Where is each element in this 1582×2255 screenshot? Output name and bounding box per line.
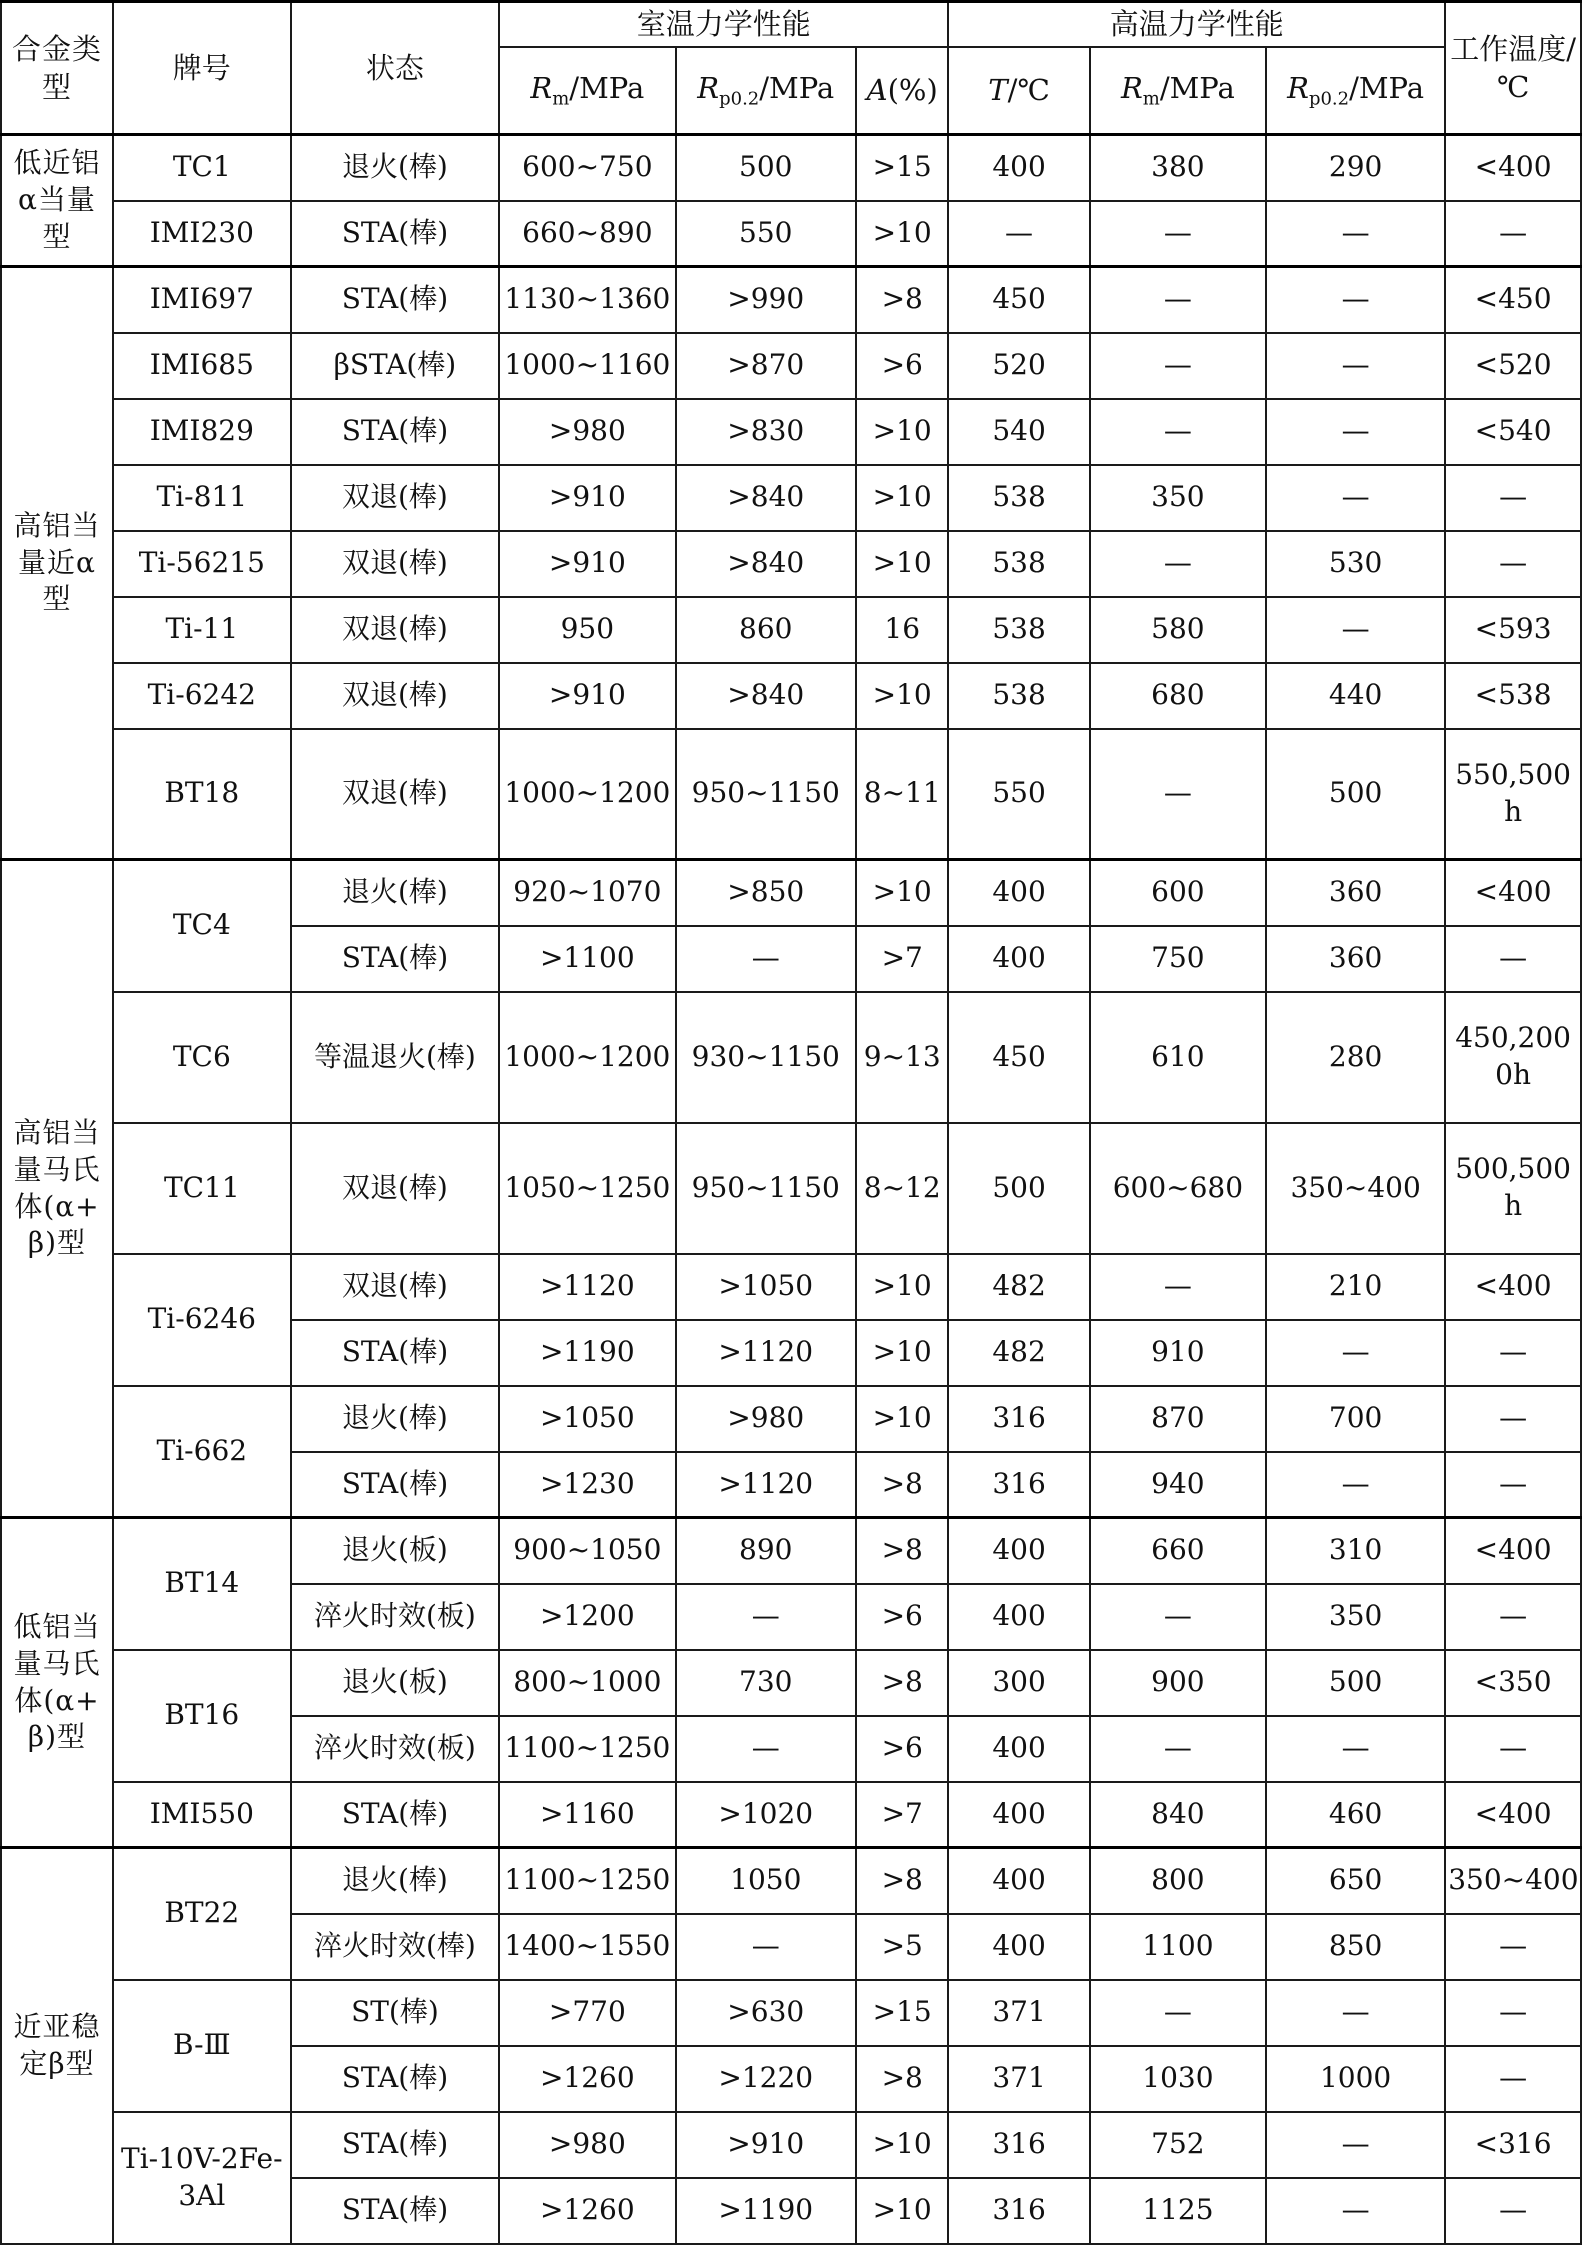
room-temp-rp02-cell: >1220: [676, 2046, 857, 2112]
work-temp-cell: —: [1445, 1914, 1581, 1980]
test-temperature-cell: 400: [948, 135, 1089, 201]
work-temp-cell: —: [1445, 926, 1581, 992]
room-temp-rm-cell: 1100~1250: [499, 1848, 675, 1914]
elongation-cell: >10: [856, 2112, 948, 2178]
state-cell: STA(棒): [291, 1320, 500, 1386]
room-temp-rp02-cell: 950~1150: [676, 729, 857, 860]
high-temp-rm-cell: —: [1090, 1716, 1266, 1782]
high-temp-rp02-cell: 350~400: [1266, 1123, 1445, 1254]
alloy-type-cell: 近亚稳定β型: [1, 1848, 113, 2244]
table-row: [1, 1650, 1581, 1716]
room-temp-rm-cell: >910: [499, 465, 675, 531]
room-temp-rm-cell: >910: [499, 663, 675, 729]
high-temp-rm-cell: —: [1090, 531, 1266, 597]
elongation-cell: >7: [856, 926, 948, 992]
table-row: [1, 1518, 1581, 1584]
table-row: [1, 399, 1581, 465]
state-cell: STA(棒): [291, 2178, 500, 2244]
work-temp-cell: <538: [1445, 663, 1581, 729]
work-temp-cell: <350: [1445, 1650, 1581, 1716]
room-temp-rp02-cell: —: [676, 1716, 857, 1782]
test-temperature-cell: 538: [948, 465, 1089, 531]
table-row: [1, 135, 1581, 201]
room-temp-rp02-cell: >990: [676, 267, 857, 333]
high-temp-rm-cell: 580: [1090, 597, 1266, 663]
high-temp-rm-cell: 610: [1090, 992, 1266, 1123]
high-temp-rp02-cell: —: [1266, 201, 1445, 267]
work-temp-cell: 550,500h: [1445, 729, 1581, 860]
room-temp-rm-cell: 1000~1160: [499, 333, 675, 399]
state-cell: 双退(棒): [291, 1123, 500, 1254]
high-temp-rm-cell: 800: [1090, 1848, 1266, 1914]
header-work-temp: 工作温度/℃: [1445, 2, 1581, 135]
grade-cell: TC1: [113, 135, 291, 201]
room-temp-rp02-cell: 730: [676, 1650, 857, 1716]
room-temp-rm-cell: 600~750: [499, 135, 675, 201]
grade-cell: Ti-10V-2Fe-3Al: [113, 2112, 291, 2244]
table-body: [1, 2, 1581, 2244]
room-temp-rp02-cell: —: [676, 1584, 857, 1650]
header-row-1: [1, 2, 1581, 47]
grade-cell: Ti-11: [113, 597, 291, 663]
room-temp-rm-cell: 1000~1200: [499, 729, 675, 860]
elongation-cell: >10: [856, 465, 948, 531]
elongation-cell: >10: [856, 399, 948, 465]
elongation-cell: >10: [856, 1386, 948, 1452]
room-temp-rp02-cell: 500: [676, 135, 857, 201]
work-temp-cell: <450: [1445, 267, 1581, 333]
high-temp-rp02-cell: 440: [1266, 663, 1445, 729]
work-temp-cell: <400: [1445, 1518, 1581, 1584]
room-temp-rp02-cell: 550: [676, 201, 857, 267]
test-temperature-cell: 300: [948, 1650, 1089, 1716]
header-high-temp-rp02: $R_{p0.2}$/MPa: [1266, 47, 1445, 135]
elongation-cell: 9~13: [856, 992, 948, 1123]
grade-cell: BT16: [113, 1650, 291, 1782]
table-row: [1, 531, 1581, 597]
room-temp-rm-cell: >1230: [499, 1452, 675, 1518]
test-temperature-cell: 400: [948, 1518, 1089, 1584]
room-temp-rm-cell: >1160: [499, 1782, 675, 1848]
room-temp-rp02-cell: >630: [676, 1980, 857, 2046]
grade-cell: Ti-56215: [113, 531, 291, 597]
state-cell: 双退(棒): [291, 729, 500, 860]
high-temp-rm-cell: —: [1090, 399, 1266, 465]
high-temp-rm-cell: —: [1090, 1980, 1266, 2046]
room-temp-rp02-cell: —: [676, 926, 857, 992]
table-row: [1, 1254, 1581, 1320]
room-temp-rp02-cell: 860: [676, 597, 857, 663]
header-grade: 牌号: [113, 2, 291, 135]
elongation-cell: >15: [856, 1980, 948, 2046]
grade-cell: BT14: [113, 1518, 291, 1650]
elongation-cell: >8: [856, 2046, 948, 2112]
room-temp-rm-cell: >1120: [499, 1254, 675, 1320]
state-cell: 双退(棒): [291, 1254, 500, 1320]
state-cell: STA(棒): [291, 1452, 500, 1518]
high-temp-rp02-cell: 530: [1266, 531, 1445, 597]
work-temp-cell: —: [1445, 1716, 1581, 1782]
table-row: [1, 1848, 1581, 1914]
test-temperature-cell: 550: [948, 729, 1089, 860]
room-temp-rp02-cell: >840: [676, 465, 857, 531]
test-temperature-cell: 371: [948, 1980, 1089, 2046]
room-temp-rm-cell: 1400~1550: [499, 1914, 675, 1980]
room-temp-rp02-cell: 1050: [676, 1848, 857, 1914]
high-temp-rm-cell: 840: [1090, 1782, 1266, 1848]
room-temp-rp02-cell: >1120: [676, 1320, 857, 1386]
work-temp-cell: <400: [1445, 135, 1581, 201]
grade-cell: BT18: [113, 729, 291, 860]
work-temp-cell: —: [1445, 2178, 1581, 2244]
high-temp-rp02-cell: 500: [1266, 729, 1445, 860]
table-row: [1, 1980, 1581, 2046]
room-temp-rm-cell: 800~1000: [499, 1650, 675, 1716]
grade-cell: IMI829: [113, 399, 291, 465]
grade-cell: TC11: [113, 1123, 291, 1254]
test-temperature-cell: —: [948, 201, 1089, 267]
elongation-cell: >8: [856, 1848, 948, 1914]
high-temp-rp02-cell: 210: [1266, 1254, 1445, 1320]
test-temperature-cell: 450: [948, 992, 1089, 1123]
state-cell: 退火(棒): [291, 135, 500, 201]
header-elongation: A(%): [856, 47, 948, 135]
room-temp-rm-cell: 920~1070: [499, 860, 675, 926]
room-temp-rp02-cell: 890: [676, 1518, 857, 1584]
alloy-type-cell: 高铝当量近α型: [1, 267, 113, 860]
elongation-cell: >10: [856, 860, 948, 926]
table-row: [1, 201, 1581, 267]
high-temp-rm-cell: —: [1090, 267, 1266, 333]
high-temp-rp02-cell: 460: [1266, 1782, 1445, 1848]
high-temp-rm-cell: 660: [1090, 1518, 1266, 1584]
state-cell: STA(棒): [291, 399, 500, 465]
room-temp-rm-cell: 1100~1250: [499, 1716, 675, 1782]
state-cell: 淬火时效(棒): [291, 1914, 500, 1980]
elongation-cell: 8~11: [856, 729, 948, 860]
room-temp-rm-cell: 660~890: [499, 201, 675, 267]
table-row: [1, 729, 1581, 860]
elongation-cell: >6: [856, 1584, 948, 1650]
high-temp-rm-cell: —: [1090, 1584, 1266, 1650]
elongation-cell: >8: [856, 267, 948, 333]
elongation-cell: >7: [856, 1782, 948, 1848]
grade-cell: IMI550: [113, 1782, 291, 1848]
table-row: [1, 465, 1581, 531]
high-temp-rm-cell: 380: [1090, 135, 1266, 201]
work-temp-cell: 350~400: [1445, 1848, 1581, 1914]
high-temp-rp02-cell: —: [1266, 1452, 1445, 1518]
state-cell: STA(棒): [291, 926, 500, 992]
high-temp-rp02-cell: 290: [1266, 135, 1445, 201]
high-temp-rm-cell: 1100: [1090, 1914, 1266, 1980]
table-row: [1, 333, 1581, 399]
table-row: [1, 597, 1581, 663]
test-temperature-cell: 400: [948, 926, 1089, 992]
grade-cell: IMI697: [113, 267, 291, 333]
table-row: [1, 860, 1581, 926]
state-cell: STA(棒): [291, 267, 500, 333]
high-temp-rp02-cell: 310: [1266, 1518, 1445, 1584]
high-temp-rm-cell: 1030: [1090, 2046, 1266, 2112]
grade-cell: Ti-662: [113, 1386, 291, 1518]
header-rm: $R_m$/MPa: [499, 47, 675, 135]
high-temp-rp02-cell: 350: [1266, 1584, 1445, 1650]
grade-cell: Ti-6242: [113, 663, 291, 729]
state-cell: 退火(棒): [291, 1386, 500, 1452]
test-temperature-cell: 400: [948, 1914, 1089, 1980]
grade-cell: Ti-811: [113, 465, 291, 531]
room-temp-rp02-cell: 930~1150: [676, 992, 857, 1123]
elongation-cell: >8: [856, 1518, 948, 1584]
state-cell: 等温退火(棒): [291, 992, 500, 1123]
elongation-cell: >10: [856, 531, 948, 597]
work-temp-cell: 500,500h: [1445, 1123, 1581, 1254]
room-temp-rp02-cell: >870: [676, 333, 857, 399]
test-temperature-cell: 316: [948, 1452, 1089, 1518]
work-temp-cell: —: [1445, 1980, 1581, 2046]
test-temperature-cell: 400: [948, 860, 1089, 926]
high-temp-rp02-cell: —: [1266, 1320, 1445, 1386]
state-cell: STA(棒): [291, 2112, 500, 2178]
test-temperature-cell: 316: [948, 2112, 1089, 2178]
work-temp-cell: <593: [1445, 597, 1581, 663]
work-temp-cell: —: [1445, 2046, 1581, 2112]
work-temp-cell: —: [1445, 465, 1581, 531]
test-temperature-cell: 400: [948, 1782, 1089, 1848]
elongation-cell: >10: [856, 1254, 948, 1320]
test-temperature-cell: 371: [948, 2046, 1089, 2112]
high-temp-rm-cell: 750: [1090, 926, 1266, 992]
table-row: [1, 992, 1581, 1123]
high-temp-rp02-cell: —: [1266, 267, 1445, 333]
room-temp-rm-cell: >770: [499, 1980, 675, 2046]
header-high-temp-rm: $R_m$/MPa: [1090, 47, 1266, 135]
work-temp-cell: —: [1445, 201, 1581, 267]
room-temp-rp02-cell: >850: [676, 860, 857, 926]
test-temperature-cell: 500: [948, 1123, 1089, 1254]
elongation-cell: >10: [856, 663, 948, 729]
high-temp-rm-cell: —: [1090, 1254, 1266, 1320]
room-temp-rp02-cell: >980: [676, 1386, 857, 1452]
room-temp-rm-cell: >1100: [499, 926, 675, 992]
room-temp-rp02-cell: 950~1150: [676, 1123, 857, 1254]
room-temp-rm-cell: 900~1050: [499, 1518, 675, 1584]
state-cell: STA(棒): [291, 2046, 500, 2112]
test-temperature-cell: 400: [948, 1848, 1089, 1914]
test-temperature-cell: 538: [948, 597, 1089, 663]
work-temp-cell: —: [1445, 1320, 1581, 1386]
room-temp-rm-cell: >910: [499, 531, 675, 597]
header-high-temp-properties: 高温力学性能: [948, 2, 1445, 47]
high-temp-rp02-cell: —: [1266, 2178, 1445, 2244]
room-temp-rp02-cell: >1120: [676, 1452, 857, 1518]
table-row: [1, 1386, 1581, 1452]
state-cell: ST(棒): [291, 1980, 500, 2046]
high-temp-rm-cell: 600: [1090, 860, 1266, 926]
high-temp-rm-cell: 910: [1090, 1320, 1266, 1386]
table-row: [1, 663, 1581, 729]
high-temp-rm-cell: —: [1090, 333, 1266, 399]
grade-cell: BT22: [113, 1848, 291, 1980]
work-temp-cell: —: [1445, 531, 1581, 597]
room-temp-rm-cell: >980: [499, 2112, 675, 2178]
high-temp-rp02-cell: 360: [1266, 926, 1445, 992]
test-temperature-cell: 316: [948, 2178, 1089, 2244]
header-state: 状态: [291, 2, 500, 135]
elongation-cell: >8: [856, 1650, 948, 1716]
room-temp-rp02-cell: >1020: [676, 1782, 857, 1848]
high-temp-rp02-cell: —: [1266, 1980, 1445, 2046]
work-temp-cell: —: [1445, 1452, 1581, 1518]
high-temp-rp02-cell: 360: [1266, 860, 1445, 926]
header-room-temp-properties: 室温力学性能: [499, 2, 948, 47]
elongation-cell: >10: [856, 2178, 948, 2244]
room-temp-rp02-cell: >840: [676, 531, 857, 597]
test-temperature-cell: 482: [948, 1320, 1089, 1386]
table-row: [1, 1123, 1581, 1254]
high-temp-rp02-cell: —: [1266, 399, 1445, 465]
state-cell: βSTA(棒): [291, 333, 500, 399]
room-temp-rp02-cell: >1050: [676, 1254, 857, 1320]
header-temperature: T/℃: [948, 47, 1089, 135]
test-temperature-cell: 538: [948, 531, 1089, 597]
high-temp-rp02-cell: 500: [1266, 1650, 1445, 1716]
state-cell: STA(棒): [291, 201, 500, 267]
high-temp-rp02-cell: —: [1266, 333, 1445, 399]
state-cell: 退火(棒): [291, 1848, 500, 1914]
room-temp-rm-cell: >1200: [499, 1584, 675, 1650]
high-temp-rp02-cell: —: [1266, 465, 1445, 531]
high-temp-rp02-cell: 1000: [1266, 2046, 1445, 2112]
room-temp-rm-cell: 950: [499, 597, 675, 663]
state-cell: 退火(板): [291, 1518, 500, 1584]
elongation-cell: >10: [856, 1320, 948, 1386]
room-temp-rm-cell: 1000~1200: [499, 992, 675, 1123]
work-temp-cell: <400: [1445, 860, 1581, 926]
table-row: [1, 2112, 1581, 2178]
room-temp-rp02-cell: >910: [676, 2112, 857, 2178]
state-cell: 双退(棒): [291, 531, 500, 597]
header-alloy-type: 合金类型: [1, 2, 113, 135]
high-temp-rp02-cell: 700: [1266, 1386, 1445, 1452]
grade-cell: TC6: [113, 992, 291, 1123]
work-temp-cell: —: [1445, 1386, 1581, 1452]
high-temp-rp02-cell: 650: [1266, 1848, 1445, 1914]
high-temp-rm-cell: 870: [1090, 1386, 1266, 1452]
elongation-cell: >8: [856, 1452, 948, 1518]
state-cell: 退火(棒): [291, 860, 500, 926]
test-temperature-cell: 540: [948, 399, 1089, 465]
high-temp-rm-cell: 680: [1090, 663, 1266, 729]
high-temp-rp02-cell: —: [1266, 2112, 1445, 2178]
high-temp-rm-cell: —: [1090, 201, 1266, 267]
elongation-cell: 16: [856, 597, 948, 663]
work-temp-cell: <400: [1445, 1254, 1581, 1320]
room-temp-rm-cell: >980: [499, 399, 675, 465]
grade-cell: B-Ⅲ: [113, 1980, 291, 2112]
test-temperature-cell: 538: [948, 663, 1089, 729]
work-temp-cell: <400: [1445, 1782, 1581, 1848]
test-temperature-cell: 520: [948, 333, 1089, 399]
alloy-type-cell: 低铝当量马氏体(α+β)型: [1, 1518, 113, 1848]
table-row: [1, 267, 1581, 333]
high-temp-rp02-cell: —: [1266, 1716, 1445, 1782]
alloy-type-cell: 低近铝α当量型: [1, 135, 113, 267]
room-temp-rm-cell: 1130~1360: [499, 267, 675, 333]
test-temperature-cell: 450: [948, 267, 1089, 333]
table-row: [1, 1782, 1581, 1848]
high-temp-rm-cell: 1125: [1090, 2178, 1266, 2244]
high-temp-rm-cell: —: [1090, 729, 1266, 860]
state-cell: 双退(棒): [291, 663, 500, 729]
work-temp-cell: <520: [1445, 333, 1581, 399]
state-cell: 双退(棒): [291, 597, 500, 663]
alloy-type-cell: 高铝当量马氏体(α+β)型: [1, 860, 113, 1518]
grade-cell: IMI685: [113, 333, 291, 399]
elongation-cell: >6: [856, 333, 948, 399]
high-temp-rm-cell: 900: [1090, 1650, 1266, 1716]
high-temp-rp02-cell: 850: [1266, 1914, 1445, 1980]
room-temp-rp02-cell: >1190: [676, 2178, 857, 2244]
high-temp-rm-cell: 600~680: [1090, 1123, 1266, 1254]
room-temp-rm-cell: >1190: [499, 1320, 675, 1386]
work-temp-cell: 450,2000h: [1445, 992, 1581, 1123]
room-temp-rm-cell: >1260: [499, 2178, 675, 2244]
state-cell: 退火(板): [291, 1650, 500, 1716]
elongation-cell: >5: [856, 1914, 948, 1980]
high-temp-rm-cell: 350: [1090, 465, 1266, 531]
room-temp-rp02-cell: —: [676, 1914, 857, 1980]
room-temp-rm-cell: >1050: [499, 1386, 675, 1452]
work-temp-cell: <540: [1445, 399, 1581, 465]
test-temperature-cell: 482: [948, 1254, 1089, 1320]
elongation-cell: >10: [856, 201, 948, 267]
header-rp02: $R_{p0.2}$/MPa: [676, 47, 857, 135]
test-temperature-cell: 316: [948, 1386, 1089, 1452]
room-temp-rp02-cell: >830: [676, 399, 857, 465]
grade-cell: Ti-6246: [113, 1254, 291, 1386]
state-cell: 双退(棒): [291, 465, 500, 531]
grade-cell: IMI230: [113, 201, 291, 267]
test-temperature-cell: 400: [948, 1716, 1089, 1782]
state-cell: 淬火时效(板): [291, 1584, 500, 1650]
test-temperature-cell: 400: [948, 1584, 1089, 1650]
work-temp-cell: <316: [1445, 2112, 1581, 2178]
high-temp-rp02-cell: 280: [1266, 992, 1445, 1123]
high-temp-rm-cell: 752: [1090, 2112, 1266, 2178]
high-temp-rm-cell: 940: [1090, 1452, 1266, 1518]
elongation-cell: >6: [856, 1716, 948, 1782]
room-temp-rp02-cell: >840: [676, 663, 857, 729]
state-cell: STA(棒): [291, 1782, 500, 1848]
high-temp-rp02-cell: —: [1266, 597, 1445, 663]
elongation-cell: 8~12: [856, 1123, 948, 1254]
work-temp-cell: —: [1445, 1584, 1581, 1650]
state-cell: 淬火时效(板): [291, 1716, 500, 1782]
room-temp-rm-cell: >1260: [499, 2046, 675, 2112]
elongation-cell: >15: [856, 135, 948, 201]
grade-cell: TC4: [113, 860, 291, 992]
room-temp-rm-cell: 1050~1250: [499, 1123, 675, 1254]
